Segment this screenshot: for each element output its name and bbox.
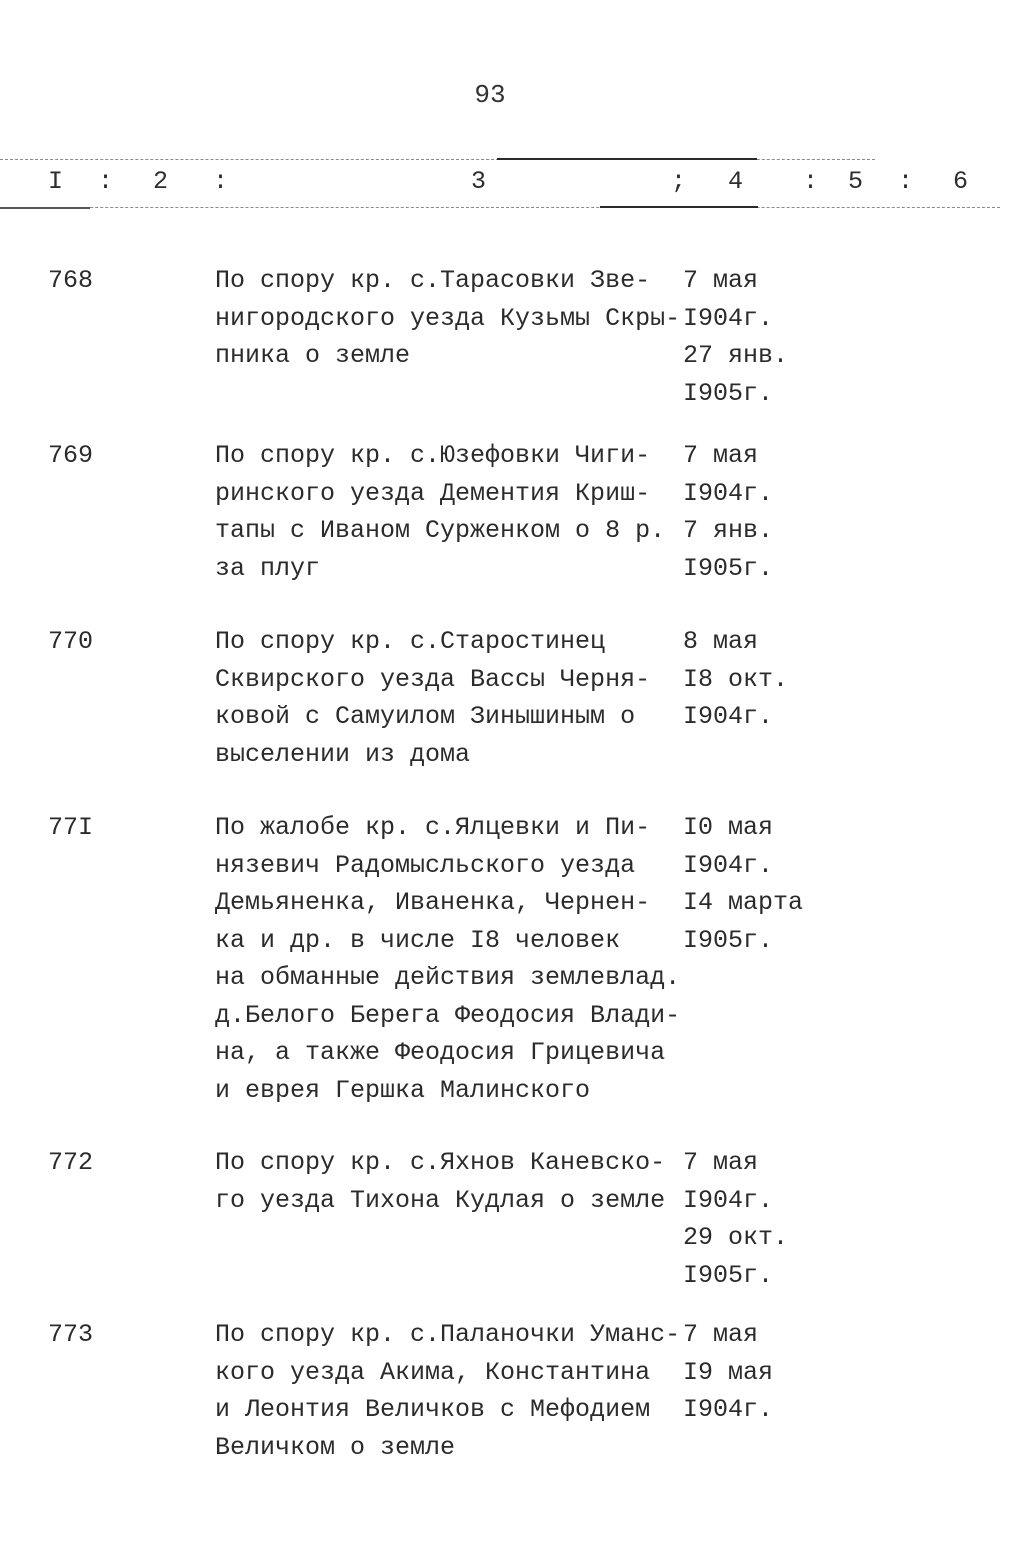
description-line: ковой с Самуилом Зинышиным о [215,702,636,731]
description-line: Сквирского уезда Вассы Черня- [215,664,651,694]
column-header-5: 5 [848,167,864,196]
entry-dates [683,1316,773,1429]
date-line: I8 окт. [683,664,789,694]
description-line: По спору кр. с.Паланочки Уманс- [215,1320,681,1349]
entry-number: 768 [48,266,94,295]
date-line: I0 мая [683,813,774,842]
description-line: Демьяненка, Иваненка, Чернен- [215,888,651,917]
description-line: д.Белого Берега Феодосия Влади- [215,1000,681,1030]
description-line: пника о земле [215,341,411,370]
date-line: I904г. [683,303,774,333]
date-line: I904г. [683,702,774,731]
description-line: По жалобе кр. с.Ялцевки и Пи- [215,813,651,842]
entry-dates [683,262,788,412]
description-line: По спору кр. с.Старостинец [215,627,606,656]
date-line: I905г. [683,925,774,955]
description-line: и Леонтия Величков с Мефодием [215,1395,651,1424]
column-separator: : [98,167,114,196]
column-header-1: I [48,167,64,196]
description-line: Величком о земле [215,1432,456,1462]
column-separator: : [803,167,819,196]
header-bottom-rule-segment [0,207,90,209]
column-separator: ; [671,167,687,196]
date-line: 7 мая [683,266,759,295]
header-bottom-rule-segment [600,206,758,208]
date-line: 7 мая [683,441,759,470]
entry-description [215,1316,680,1466]
entry-dates [683,1144,788,1294]
entry-description [215,809,680,1109]
description-line: По спору кр. с.Тарасовки Зве- [215,266,651,295]
entry-number: 769 [48,441,94,470]
header-top-rule-segment [497,158,757,160]
date-line: I904г. [683,850,774,880]
entry-number: 773 [48,1320,94,1349]
entry-description [215,262,680,375]
date-line: I905г. [683,1260,774,1290]
date-line: 8 мая [683,627,759,656]
entry-description [215,1144,665,1219]
date-line: 29 окт. [683,1223,789,1252]
column-header-3: 3 [471,167,487,196]
date-line: I4 марта [683,888,804,917]
entry-description [215,437,665,587]
description-line: и еврея Гершка Малинского [215,1075,591,1105]
column-separator: : [213,167,229,196]
description-line: ка и др. в числе I8 человек [215,925,621,955]
description-line: кого уезда Акима, Константина [215,1357,651,1387]
description-line: выселении из дома [215,739,471,769]
header-bottom-rule [0,207,1000,208]
entry-description [215,623,650,773]
page-number: 93 [474,80,506,110]
date-line: I904г. [683,1185,774,1215]
description-line: По спору кр. с.Яхнов Каневско- [215,1148,666,1177]
entry-dates [683,623,788,736]
description-line: ринского уезда Дементия Криш- [215,478,651,508]
description-line: тапы с Иваном Сурженком о 8 р. [215,516,666,545]
entry-dates [683,437,773,587]
column-header-6: 6 [953,167,969,196]
date-line: I904г. [683,1395,774,1424]
column-header-2: 2 [153,167,169,196]
date-line: I904г. [683,478,774,508]
column-separator: : [898,167,914,196]
entry-number: 77I [48,813,94,842]
date-line: 7 мая [683,1320,759,1349]
description-line: нигородского уезда Кузьмы Скры- [215,303,681,333]
description-line: По спору кр. с.Юзефовки Чиги- [215,441,651,470]
date-line: I905г. [683,378,774,408]
description-line: на, а также Феодосия Грицевича [215,1038,666,1067]
entry-dates [683,809,803,959]
description-line: на обманные действия землевлад. [215,963,681,992]
date-line: I9 мая [683,1357,774,1387]
date-line: 7 янв. [683,516,774,545]
description-line: за плуг [215,553,321,583]
date-line: 27 янв. [683,341,789,370]
entry-number: 772 [48,1148,94,1177]
entry-number: 770 [48,627,94,656]
column-header-4: 4 [728,167,744,196]
description-line: го уезда Тихона Кудлая о земле [215,1185,666,1215]
date-line: 7 мая [683,1148,759,1177]
description-line: нязевич Радомысльского уезда [215,850,636,880]
date-line: I905г. [683,553,774,583]
